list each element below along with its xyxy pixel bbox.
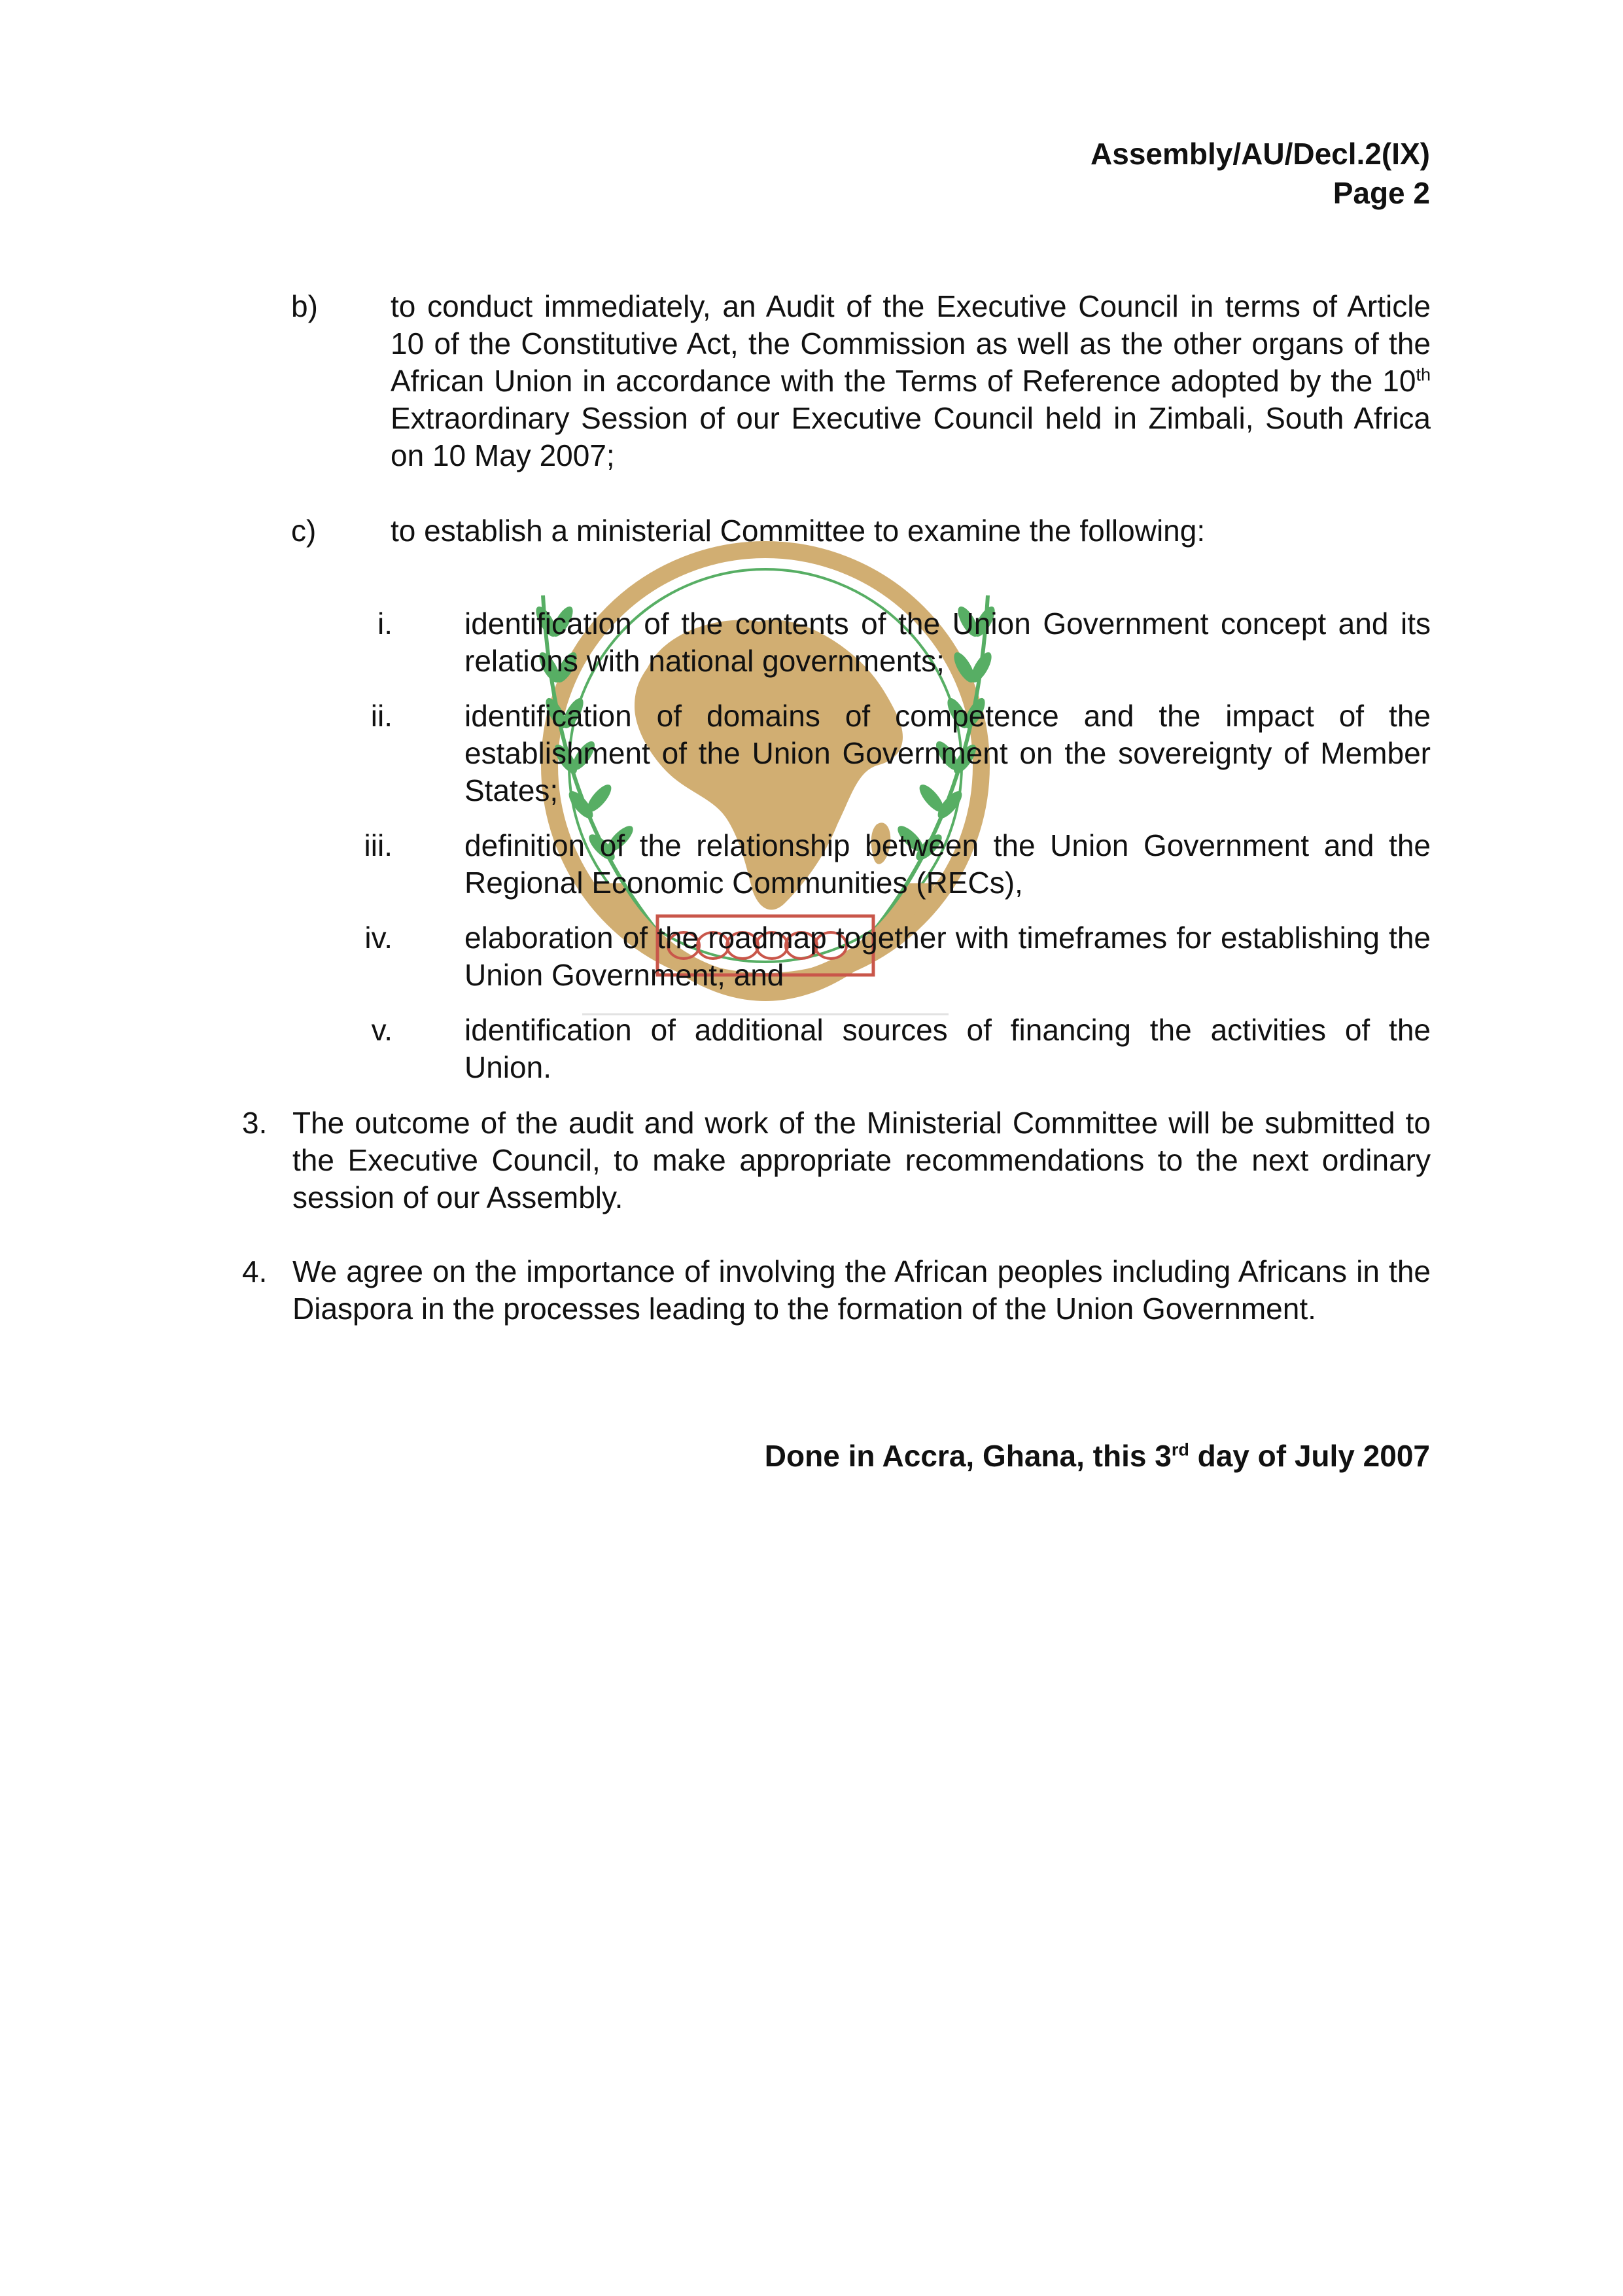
para-4-label: 4. — [242, 1254, 268, 1288]
sub-item-text: elaboration of the roadmap together with timeframes for establishing the Union Government; and — [464, 921, 1431, 992]
item-c-label: c) — [291, 514, 317, 548]
sub-item-label: iii. — [364, 828, 393, 862]
doc-reference: Assembly/AU/Decl.2(IX) — [1091, 137, 1430, 171]
item-b-text-part2: Extraordinary Session of our Executive Council held in Zimbali, South Africa on 10 May 2007; — [391, 401, 1431, 472]
sub-item-text: identification of additional sources of financing the activities of the Union. — [464, 1013, 1431, 1084]
item-b-text-part1: to conduct immediately, an Audit of the Executive Council in terms of Article 10 of the Constitutive Act, the Commission as well as the other organs of the African Union in accordance with the Terms of Reference adopted by the 10 — [391, 289, 1431, 398]
page-number: Page 2 — [1333, 176, 1430, 210]
sub-item-text: definition of the relationship between the Union Government and the Regional Economic Communities (RECs), — [464, 828, 1431, 900]
sub-item-text: identification of the contents of the Union Government concept and its relations with national governments; — [464, 607, 1431, 678]
item-b-superscript: th — [1416, 364, 1431, 385]
para-3-label: 3. — [242, 1106, 268, 1140]
sub-item-text: identification of domains of competence and the impact of the establishment of the Union Government on the sovereignty of Member States; — [464, 699, 1431, 807]
closing-text-part2: day of July 2007 — [1189, 1439, 1430, 1473]
closing-statement — [765, 1436, 1430, 1475]
para-3-text: The outcome of the audit and work of the Ministerial Committee will be submitted to the Executive Council, to make appropriate recommendations to the next ordinary session of our Assembly. — [292, 1106, 1431, 1214]
sub-item-label: i. — [377, 607, 393, 641]
para-4-text: We agree on the importance of involving the African peoples including Africans in the Diaspora in the processes leading to the formation of the Union Government. — [292, 1254, 1431, 1326]
item-c-text: to establish a ministerial Committee to examine the following: — [391, 514, 1206, 548]
closing-superscript: rd — [1171, 1439, 1189, 1460]
document-header — [1091, 134, 1430, 213]
item-b-text — [391, 288, 1431, 474]
sub-item-label: v. — [371, 1013, 393, 1047]
sub-item-label: ii. — [370, 699, 393, 733]
item-b-label: b) — [291, 289, 318, 323]
closing-text-part1: Done in Accra, Ghana, this 3 — [764, 1439, 1172, 1473]
sub-item-label: iv. — [364, 921, 393, 955]
